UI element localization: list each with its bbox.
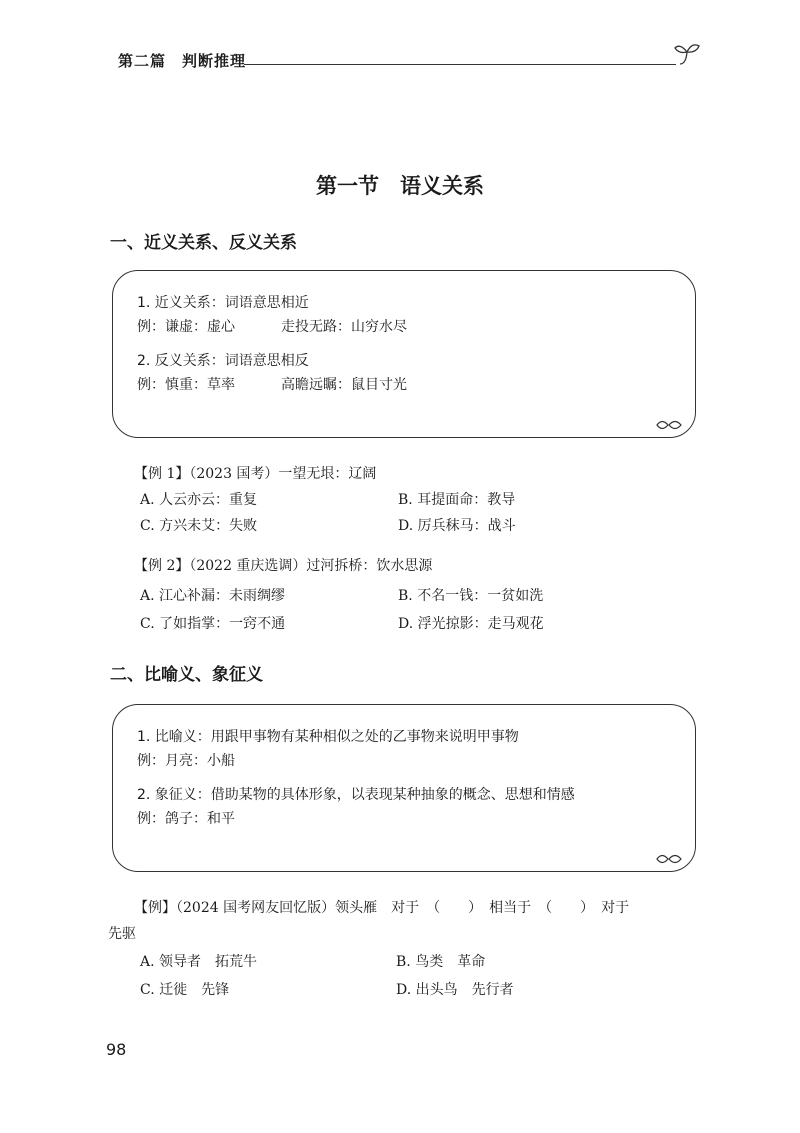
- leaf-icon: [655, 851, 683, 867]
- example-2-option-b: B. 不名一钱：一贫如洗: [398, 588, 544, 604]
- example-2-option-d: D. 浮光掠影：走马观花: [398, 616, 544, 632]
- concept-box-part1: [112, 270, 696, 438]
- box-line: 例：月亮：小船: [137, 753, 235, 769]
- example-3-title-line1: 【例】（2024 国考网友回忆版）领头雁 对于 （ ） 相当于 （ ） 对于: [134, 900, 630, 916]
- box-line: 例：谦虚：虚心 走投无路：山穷水尽: [137, 319, 407, 335]
- heading-part1: 一、近义关系、反义关系: [110, 233, 297, 253]
- example-1-option-a: A. 人云亦云：重复: [140, 492, 258, 508]
- box-line: 例：慎重：草率 高瞻远瞩：鼠目寸光: [137, 377, 407, 393]
- example-3-option-a: A. 领导者 拓荒牛: [140, 954, 258, 970]
- header-rule: [244, 64, 676, 65]
- page-number: 98: [106, 1040, 127, 1059]
- example-1-title: 【例 1】（2023 国考）一望无垠：辽阔: [134, 466, 377, 482]
- example-2-option-c: C. 了如指掌：一窍不通: [140, 616, 286, 632]
- example-2-title: 【例 2】（2022 重庆选调）过河拆桥：饮水思源: [134, 558, 433, 574]
- example-3-option-d: D. 出头鸟 先行者: [396, 982, 514, 998]
- heading-part2: 二、比喻义、象征义: [110, 665, 263, 685]
- concept-box-part2: [112, 704, 696, 872]
- sprout-icon: [672, 40, 702, 68]
- example-3-title-line2: 先驱: [108, 926, 136, 942]
- box-line: 1. 近义关系：词语意思相近: [137, 295, 309, 311]
- example-1-option-d: D. 厉兵秣马：战斗: [398, 518, 516, 534]
- box-line: 2. 象征义：借助某物的具体形象，以表现某种抽象的概念、思想和情感: [137, 787, 575, 803]
- example-1-option-b: B. 耳提面命：教导: [398, 492, 516, 508]
- example-3-option-c: C. 迁徙 先锋: [140, 982, 230, 998]
- box-line: 2. 反义关系：词语意思相反: [137, 353, 309, 369]
- example-2-option-a: A. 江心补漏：未雨绸缪: [140, 588, 286, 604]
- box-line: 例：鸽子：和平: [137, 811, 235, 827]
- header-title: 第二篇 判断推理: [118, 52, 247, 70]
- leaf-icon: [655, 417, 683, 433]
- box-line: 1. 比喻义：用跟甲事物有某种相似之处的乙事物来说明甲事物: [137, 729, 519, 745]
- section-title: 第一节 语义关系: [316, 173, 484, 198]
- example-3-option-b: B. 鸟类 革命: [396, 954, 486, 970]
- example-1-option-c: C. 方兴未艾：失败: [140, 518, 258, 534]
